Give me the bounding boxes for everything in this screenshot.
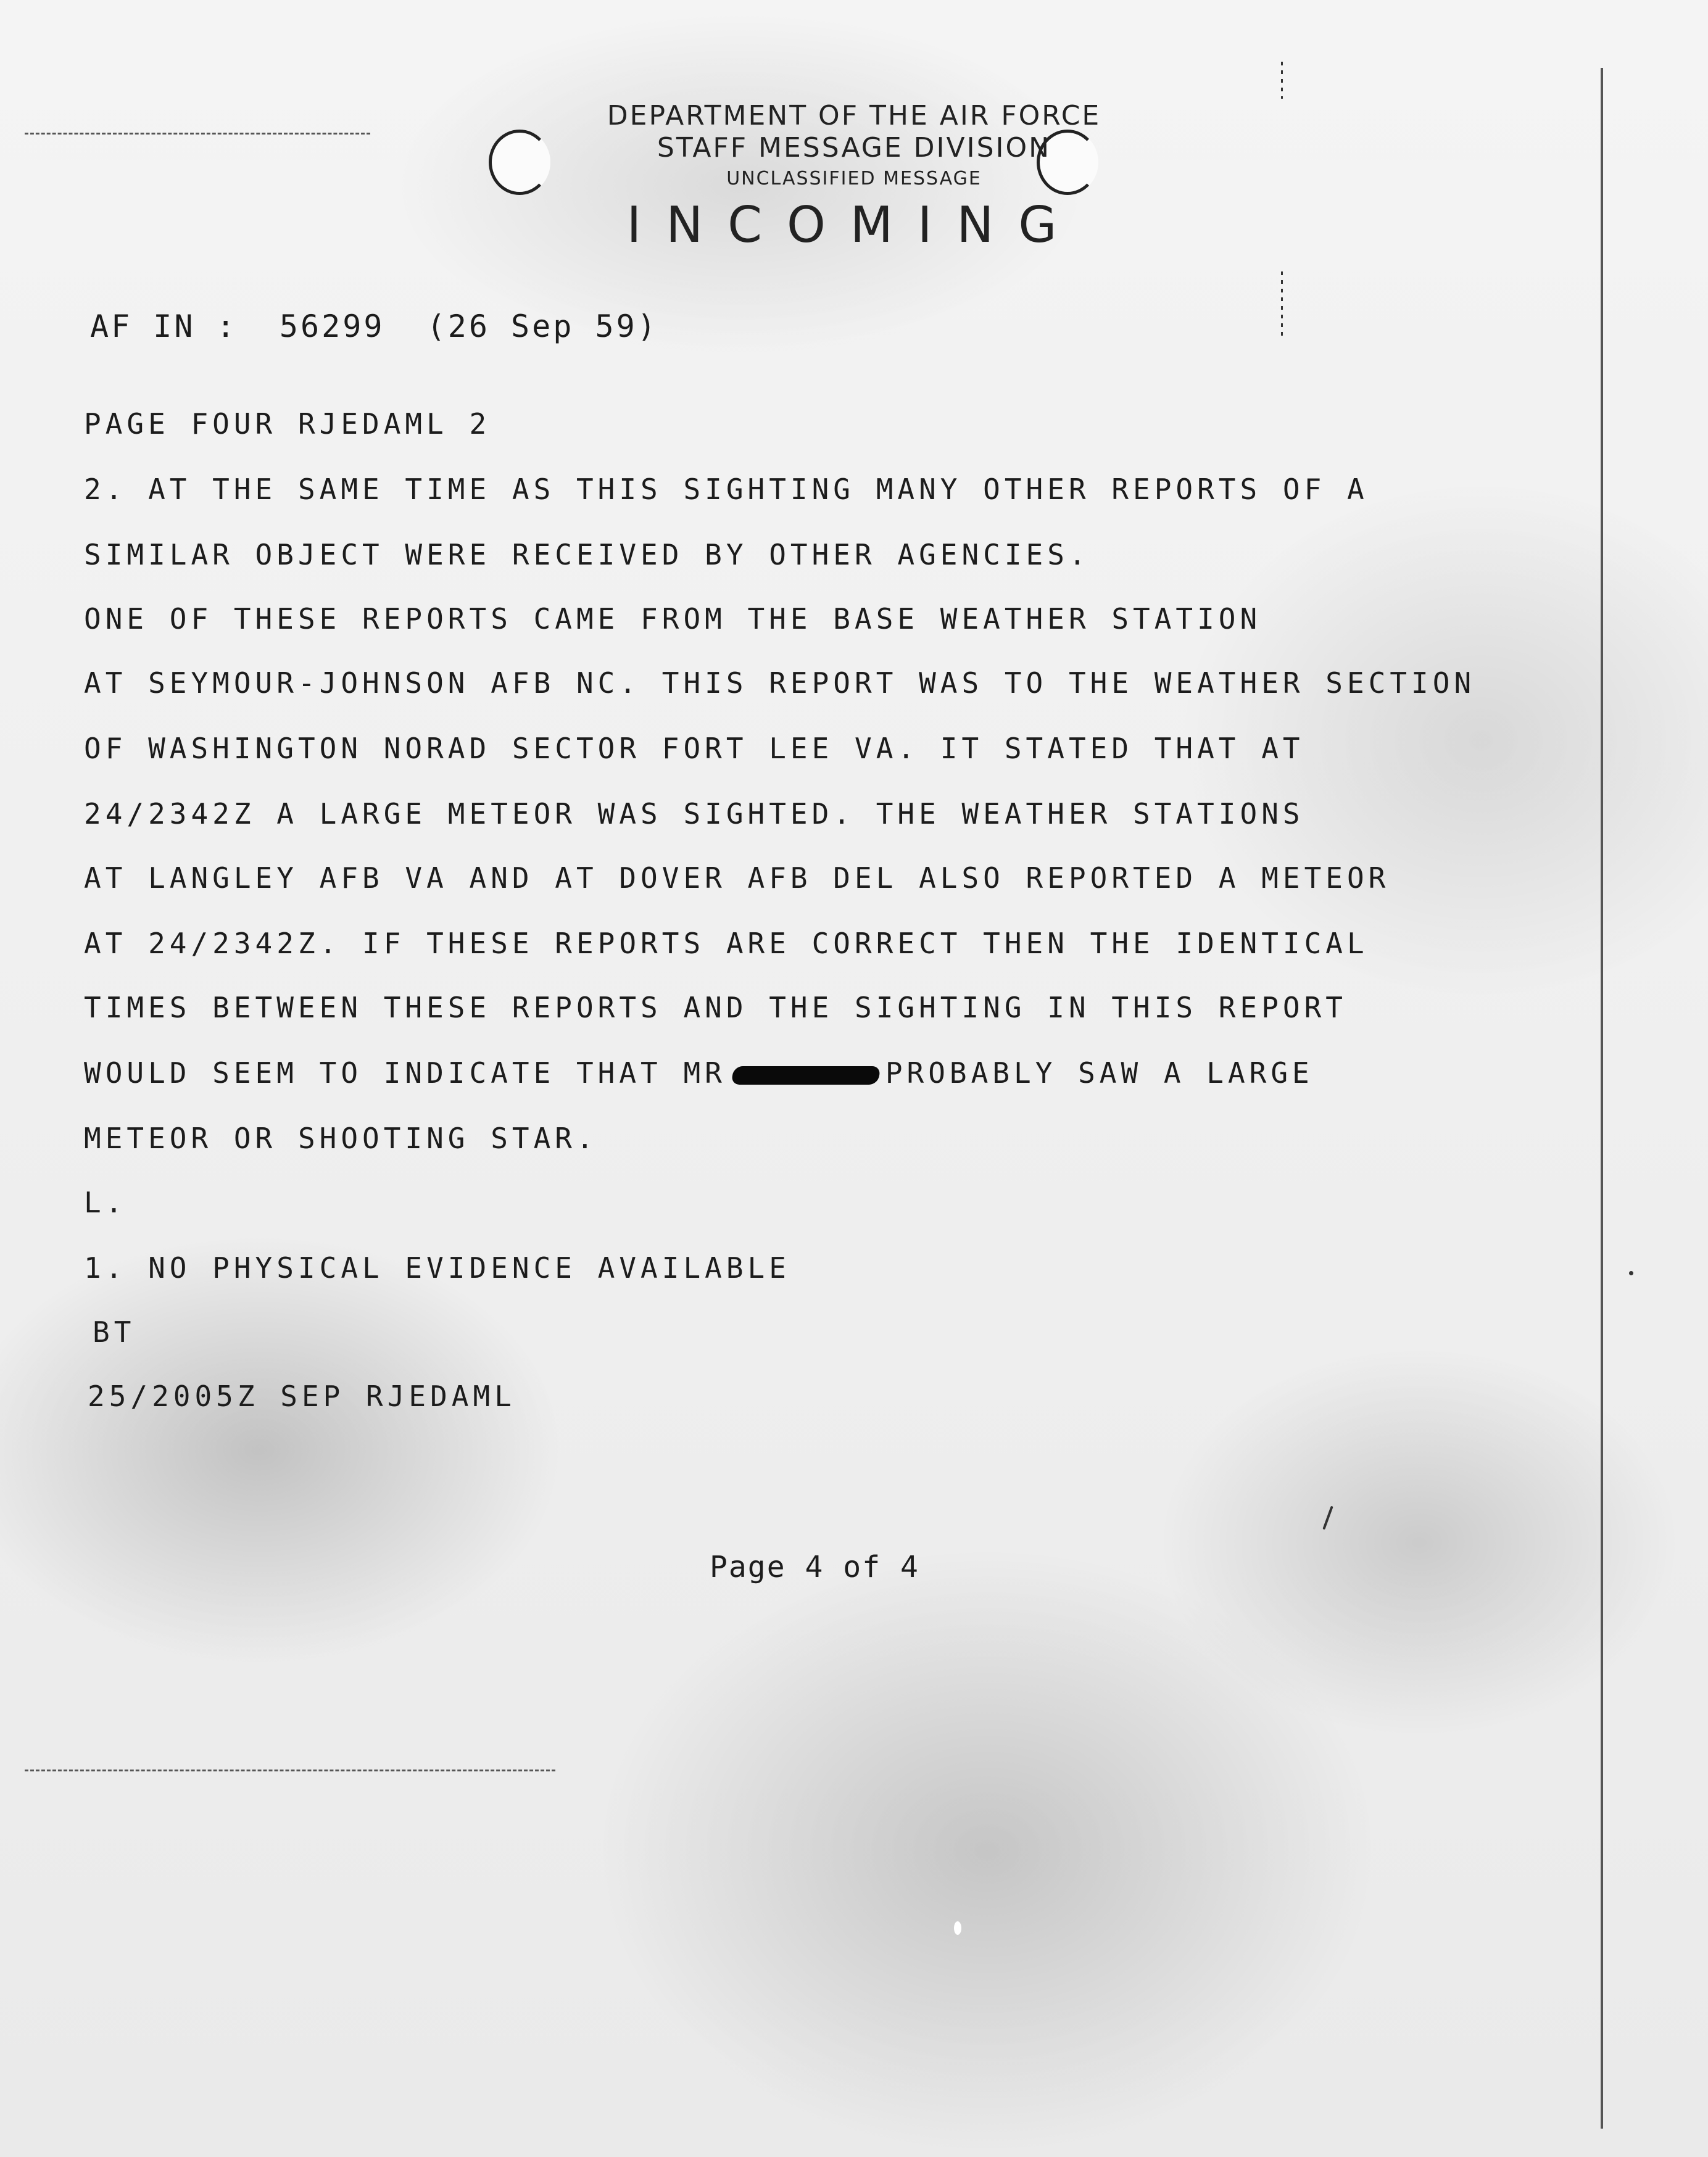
classification-label: UNCLASSIFIED MESSAGE bbox=[726, 168, 982, 189]
department-heading: DEPARTMENT OF THE AIR FORCE bbox=[607, 100, 1101, 131]
body-line: 2. AT THE SAME TIME AS THIS SIGHTING MANY OTHER REPORTS OF A bbox=[84, 473, 1369, 506]
body-line: SIMILAR OBJECT WERE RECEIVED BY OTHER AGENCIES. bbox=[84, 538, 1090, 571]
page-edge bbox=[1601, 68, 1603, 2129]
bt-marker: BT bbox=[93, 1315, 136, 1349]
margin-mark bbox=[1281, 271, 1283, 339]
body-line: 24/2342Z A LARGE METEOR WAS SIGHTED. THE WEATHER STATIONS bbox=[84, 797, 1304, 830]
message-direction: INCOMING bbox=[626, 196, 1082, 254]
body-line: AT LANGLEY AFB VA AND AT DOVER AFB DEL ALSO REPORTED A METEOR bbox=[84, 861, 1390, 895]
speck bbox=[954, 1921, 961, 1935]
division-heading: STAFF MESSAGE DIVISION bbox=[657, 132, 1051, 164]
body-line: AT SEYMOUR-JOHNSON AFB NC. THIS REPORT WAS TO THE WEATHER SECTION bbox=[84, 666, 1476, 700]
body-line: ONE OF THESE REPORTS CAME FROM THE BASE WEATHER STATION bbox=[84, 602, 1262, 636]
speck bbox=[1322, 1506, 1333, 1530]
dotted-rule bbox=[25, 1770, 555, 1771]
date-time-group: 25/2005Z SEP RJEDAML bbox=[88, 1380, 516, 1413]
body-line: OF WASHINGTON NORAD SECTOR FORT LEE VA. IT STATED THAT AT bbox=[84, 732, 1304, 765]
margin-mark bbox=[1281, 62, 1283, 99]
page-number: Page 4 of 4 bbox=[710, 1550, 919, 1584]
body-line-part: PROBABLY SAW A LARGE bbox=[885, 1056, 1314, 1090]
af-in-number: AF IN : 56299 (26 Sep 59) bbox=[90, 308, 658, 344]
redaction-mark bbox=[731, 1066, 881, 1085]
body-line-part: WOULD SEEM TO INDICATE THAT MR bbox=[84, 1056, 726, 1090]
body-line: TIMES BETWEEN THESE REPORTS AND THE SIGHTING IN THIS REPORT bbox=[84, 991, 1347, 1024]
body-line: AT 24/2342Z. IF THESE REPORTS ARE CORRECT THEN THE IDENTICAL bbox=[84, 927, 1369, 960]
evidence-line: 1. NO PHYSICAL EVIDENCE AVAILABLE bbox=[84, 1251, 790, 1285]
page-line: PAGE FOUR RJEDAML 2 bbox=[84, 407, 491, 441]
body-line-redacted bbox=[84, 1056, 1314, 1090]
section-l: L. bbox=[84, 1186, 127, 1219]
body-line: METEOR OR SHOOTING STAR. bbox=[84, 1122, 598, 1155]
speck bbox=[1629, 1271, 1633, 1275]
